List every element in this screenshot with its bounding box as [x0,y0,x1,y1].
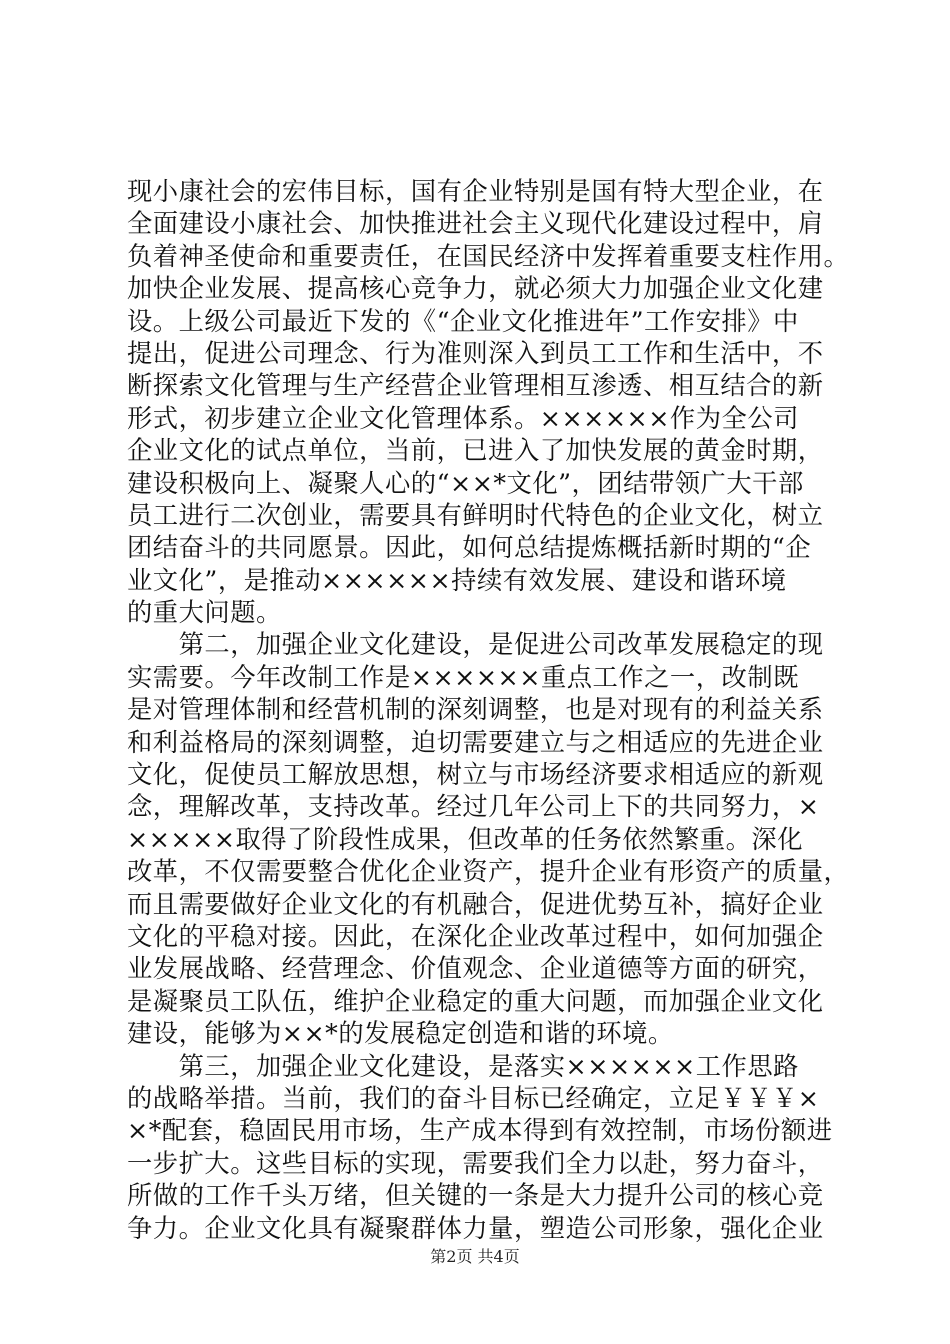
text-line: 第三，加强企业文化建设，是落实××××××工作思路 [127,1051,799,1081]
text-line: 建设，能够为××*的发展稳定创造和谐的环境。 [127,1019,674,1049]
text-line: 的战略举措。当前，我们的奋斗目标已经确定，立足￥￥￥× [127,1083,820,1113]
text-line: 争力。企业文化具有凝聚群体力量，塑造公司形象，强化企业 [127,1213,824,1243]
text-line: 文化的平稳对接。因此，在深化企业改革过程中，如何加强企 [127,921,824,951]
text-line: 的重大问题。 [127,598,282,628]
document-body [127,176,850,1245]
text-line: 念，理解改革，支持改革。经过几年公司上下的共同努力，× [127,792,820,822]
text-line: ×*配套，稳固民用市场，生产成本得到有效控制，市场份额进 [127,1116,833,1146]
text-line: 提出，促进公司理念、行为准则深入到员工工作和生活中，不 [127,338,824,368]
text-line: 员工进行二次创业，需要具有鲜明时代特色的企业文化，树立 [127,500,824,530]
text-line: 断探索文化管理与生产经营企业管理相互渗透、相互结合的新 [127,371,824,401]
text-line: 全面建设小康社会、加快推进社会主义现代化建设过程中，肩 [127,209,824,239]
text-line: 业发展战略、经营理念、价值观念、企业道德等方面的研究， [127,954,824,984]
text-line: 第二，加强企业文化建设，是促进公司改革发展稳定的现 [127,630,824,660]
text-line: 实需要。今年改制工作是××××××重点工作之一，改制既 [127,662,799,692]
text-line: 现小康社会的宏伟目标，国有企业特别是国有特大型企业，在 [127,177,824,206]
text-line: ×××××取得了阶段性成果，但改革的任务依然繁重。深化 [127,824,804,854]
text-line: 设。上级公司最近下发的《“企业文化推进年”工作安排》中 [127,306,799,336]
text-line: 负着神圣使命和重要责任，在国民经济中发挥着重要支柱作用。 [127,241,850,271]
text-line: 是凝聚员工队伍，维护企业稳定的重大问题，而加强企业文化 [127,986,824,1016]
text-line: 团结奋斗的共同愿景。因此，如何总结提炼概括新时期的“企 [127,533,812,563]
text-line: 而且需要做好企业文化的有机融合，促进优势互补，搞好企业 [127,889,824,919]
text-line: 一步扩大。这些目标的实现，需要我们全力以赴，努力奋斗， [127,1148,824,1178]
text-line: 建设积极向上、凝聚人心的“××*文化”，团结带领广大干部 [127,468,804,498]
text-line: 改革，不仅需要整合优化企业资产，提升企业有形资产的质量， [127,857,850,887]
text-line: 业文化”，是推动××××××持续有效发展、建设和谐环境 [127,565,787,595]
page-footer: 第2页 共4页 [430,1247,520,1266]
text-line: 形式，初步建立企业文化管理体系。××××××作为全公司 [127,403,799,433]
text-line: 文化，促使员工解放思想，树立与市场经济要求相适应的新观 [127,760,824,790]
text-line: 企业文化的试点单位，当前，已进入了加快发展的黄金时期， [127,436,824,466]
text-line: 和利益格局的深刻调整，迫切需要建立与之相适应的先进企业 [127,727,824,757]
text-line: 加快企业发展、提高核心竞争力，就必须大力加强企业文化建 [127,274,824,304]
text-line: 所做的工作千头万绪，但关键的一条是大力提升公司的核心竞 [127,1181,824,1211]
text-line: 是对管理体制和经营机制的深刻调整，也是对现有的利益关系 [127,695,824,725]
